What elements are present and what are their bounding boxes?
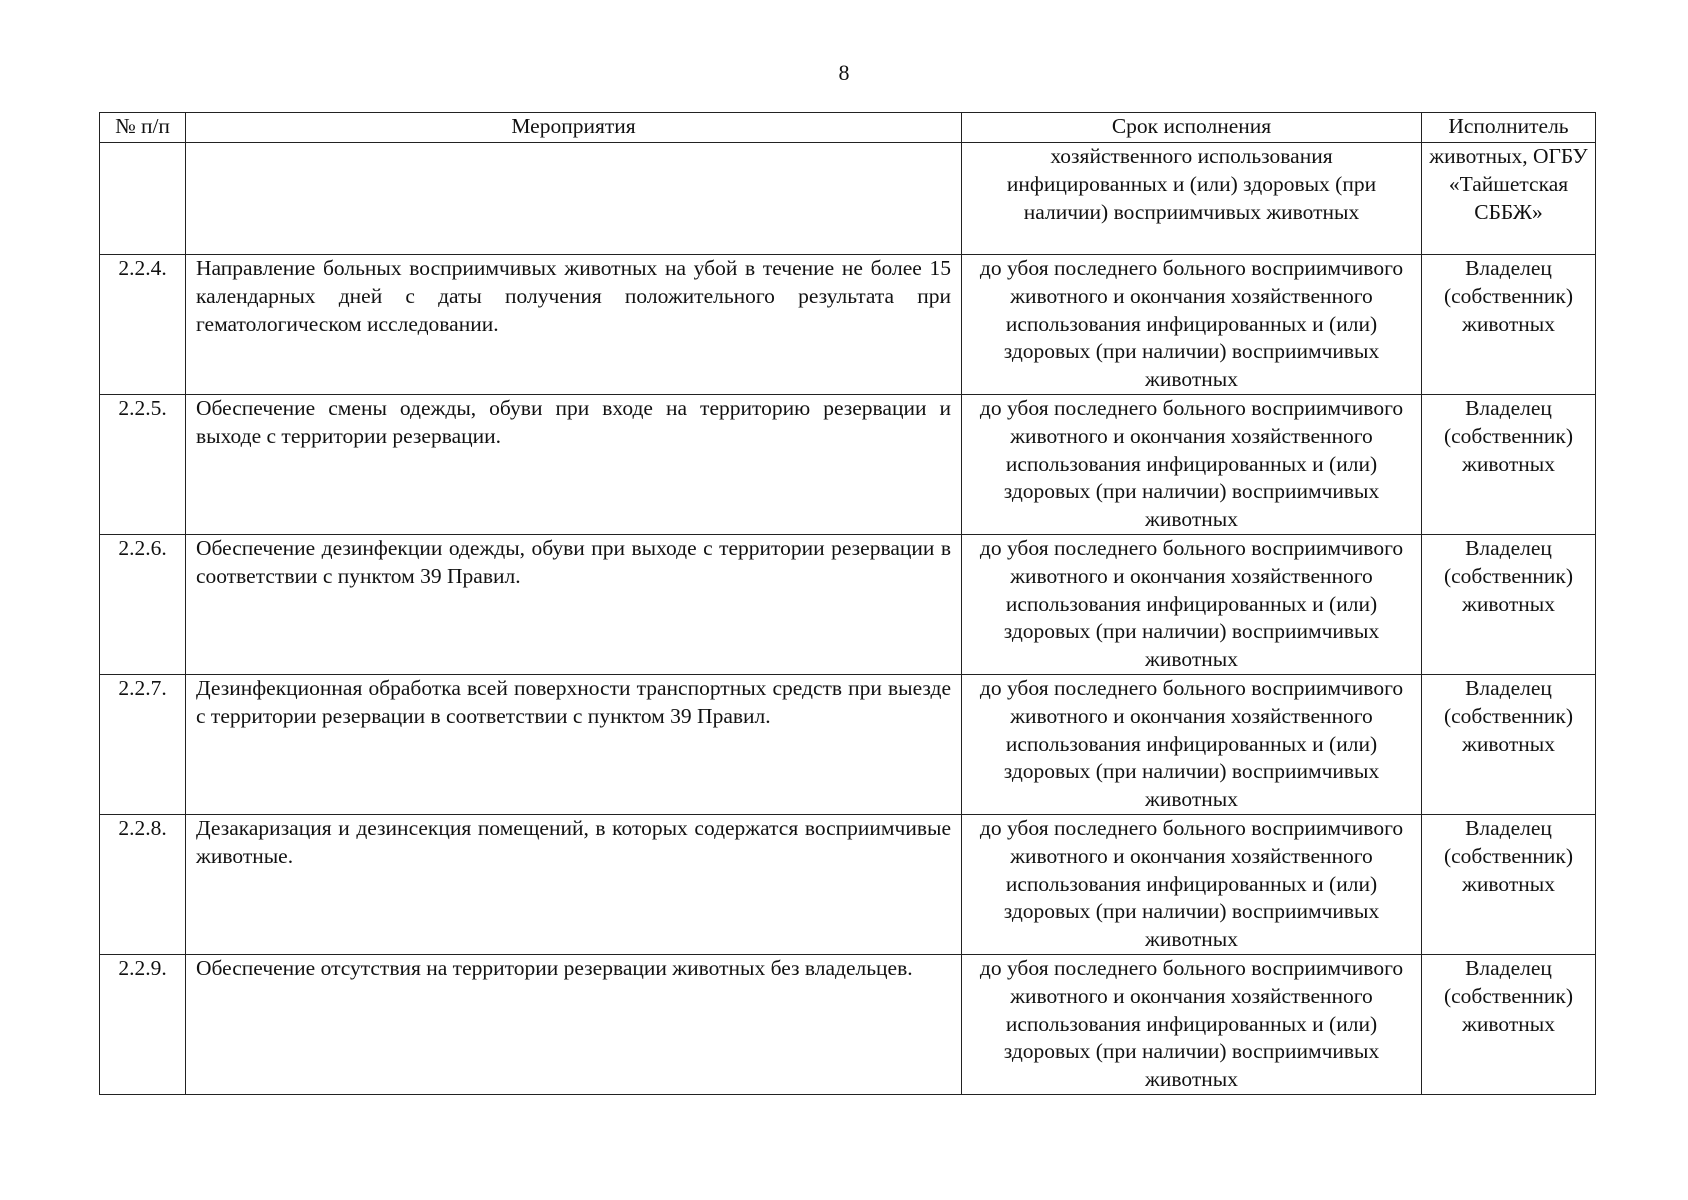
cell-executor: Владелец (собственник) животных — [1422, 535, 1596, 675]
cell-term: до убоя последнего больного восприимчивого животного и окончания хозяйственного использования инфицированных и (или) здоровых (при наличии) восприимчивых животных — [962, 815, 1422, 955]
page-number: 8 — [838, 60, 850, 85]
cell-num: 2.2.8. — [100, 815, 186, 955]
cell-num: 2.2.6. — [100, 535, 186, 675]
table-row-continuation — [100, 143, 1596, 255]
cell-executor: Владелец (собственник) животных — [1422, 675, 1596, 815]
header-action: Мероприятия — [186, 113, 962, 143]
header-num: № п/п — [100, 113, 186, 143]
cell-num — [100, 143, 186, 255]
header-executor: Исполнитель — [1422, 113, 1596, 143]
table-row — [100, 675, 1596, 815]
cell-term: до убоя последнего больного восприимчивого животного и окончания хозяйственного использования инфицированных и (или) здоровых (при наличии) восприимчивых животных — [962, 675, 1422, 815]
cell-term: до убоя последнего больного восприимчивого животного и окончания хозяйственного использования инфицированных и (или) здоровых (при наличии) восприимчивых животных — [962, 255, 1422, 395]
cell-num: 2.2.5. — [100, 395, 186, 535]
cell-action: Дезинфекционная обработка всей поверхности транспортных средств при выезде с территории резервации в соответствии с пунктом 39 Правил. — [186, 675, 962, 815]
cell-executor: Владелец (собственник) животных — [1422, 815, 1596, 955]
cell-action: Дезакаризация и дезинсекция помещений, в которых содержатся восприимчивые животные. — [186, 815, 962, 955]
cell-num: 2.2.4. — [100, 255, 186, 395]
header-term: Срок исполнения — [962, 113, 1422, 143]
cell-term: до убоя последнего больного восприимчивого животного и окончания хозяйственного использования инфицированных и (или) здоровых (при наличии) восприимчивых животных — [962, 955, 1422, 1095]
cell-term: хозяйственного использования инфицированных и (или) здоровых (при наличии) восприимчивых животных — [962, 143, 1422, 255]
table-row — [100, 815, 1596, 955]
cell-action: Обеспечение смены одежды, обуви при входе на территорию резервации и выходе с территории резервации. — [186, 395, 962, 535]
table-header-row — [100, 113, 1596, 143]
cell-executor: Владелец (собственник) животных — [1422, 395, 1596, 535]
cell-num: 2.2.7. — [100, 675, 186, 815]
cell-action: Направление больных восприимчивых животных на убой в течение не более 15 календарных дней с даты получения положительного результата при гематологическом исследовании. — [186, 255, 962, 395]
table-row — [100, 255, 1596, 395]
measures-table — [99, 112, 1596, 1095]
cell-executor: Владелец (собственник) животных — [1422, 255, 1596, 395]
table-row — [100, 535, 1596, 675]
cell-action: Обеспечение отсутствия на территории резервации животных без владельцев. — [186, 955, 962, 1095]
cell-action: Обеспечение дезинфекции одежды, обуви при выходе с территории резервации в соответствии с пунктом 39 Правил. — [186, 535, 962, 675]
table-row — [100, 395, 1596, 535]
cell-action — [186, 143, 962, 255]
cell-num: 2.2.9. — [100, 955, 186, 1095]
table-row — [100, 955, 1596, 1095]
cell-term: до убоя последнего больного восприимчивого животного и окончания хозяйственного использования инфицированных и (или) здоровых (при наличии) восприимчивых животных — [962, 395, 1422, 535]
cell-executor: животных, ОГБУ «Тайшетская СББЖ» — [1422, 143, 1596, 255]
cell-term: до убоя последнего больного восприимчивого животного и окончания хозяйственного использования инфицированных и (или) здоровых (при наличии) восприимчивых животных — [962, 535, 1422, 675]
cell-executor: Владелец (собственник) животных — [1422, 955, 1596, 1095]
